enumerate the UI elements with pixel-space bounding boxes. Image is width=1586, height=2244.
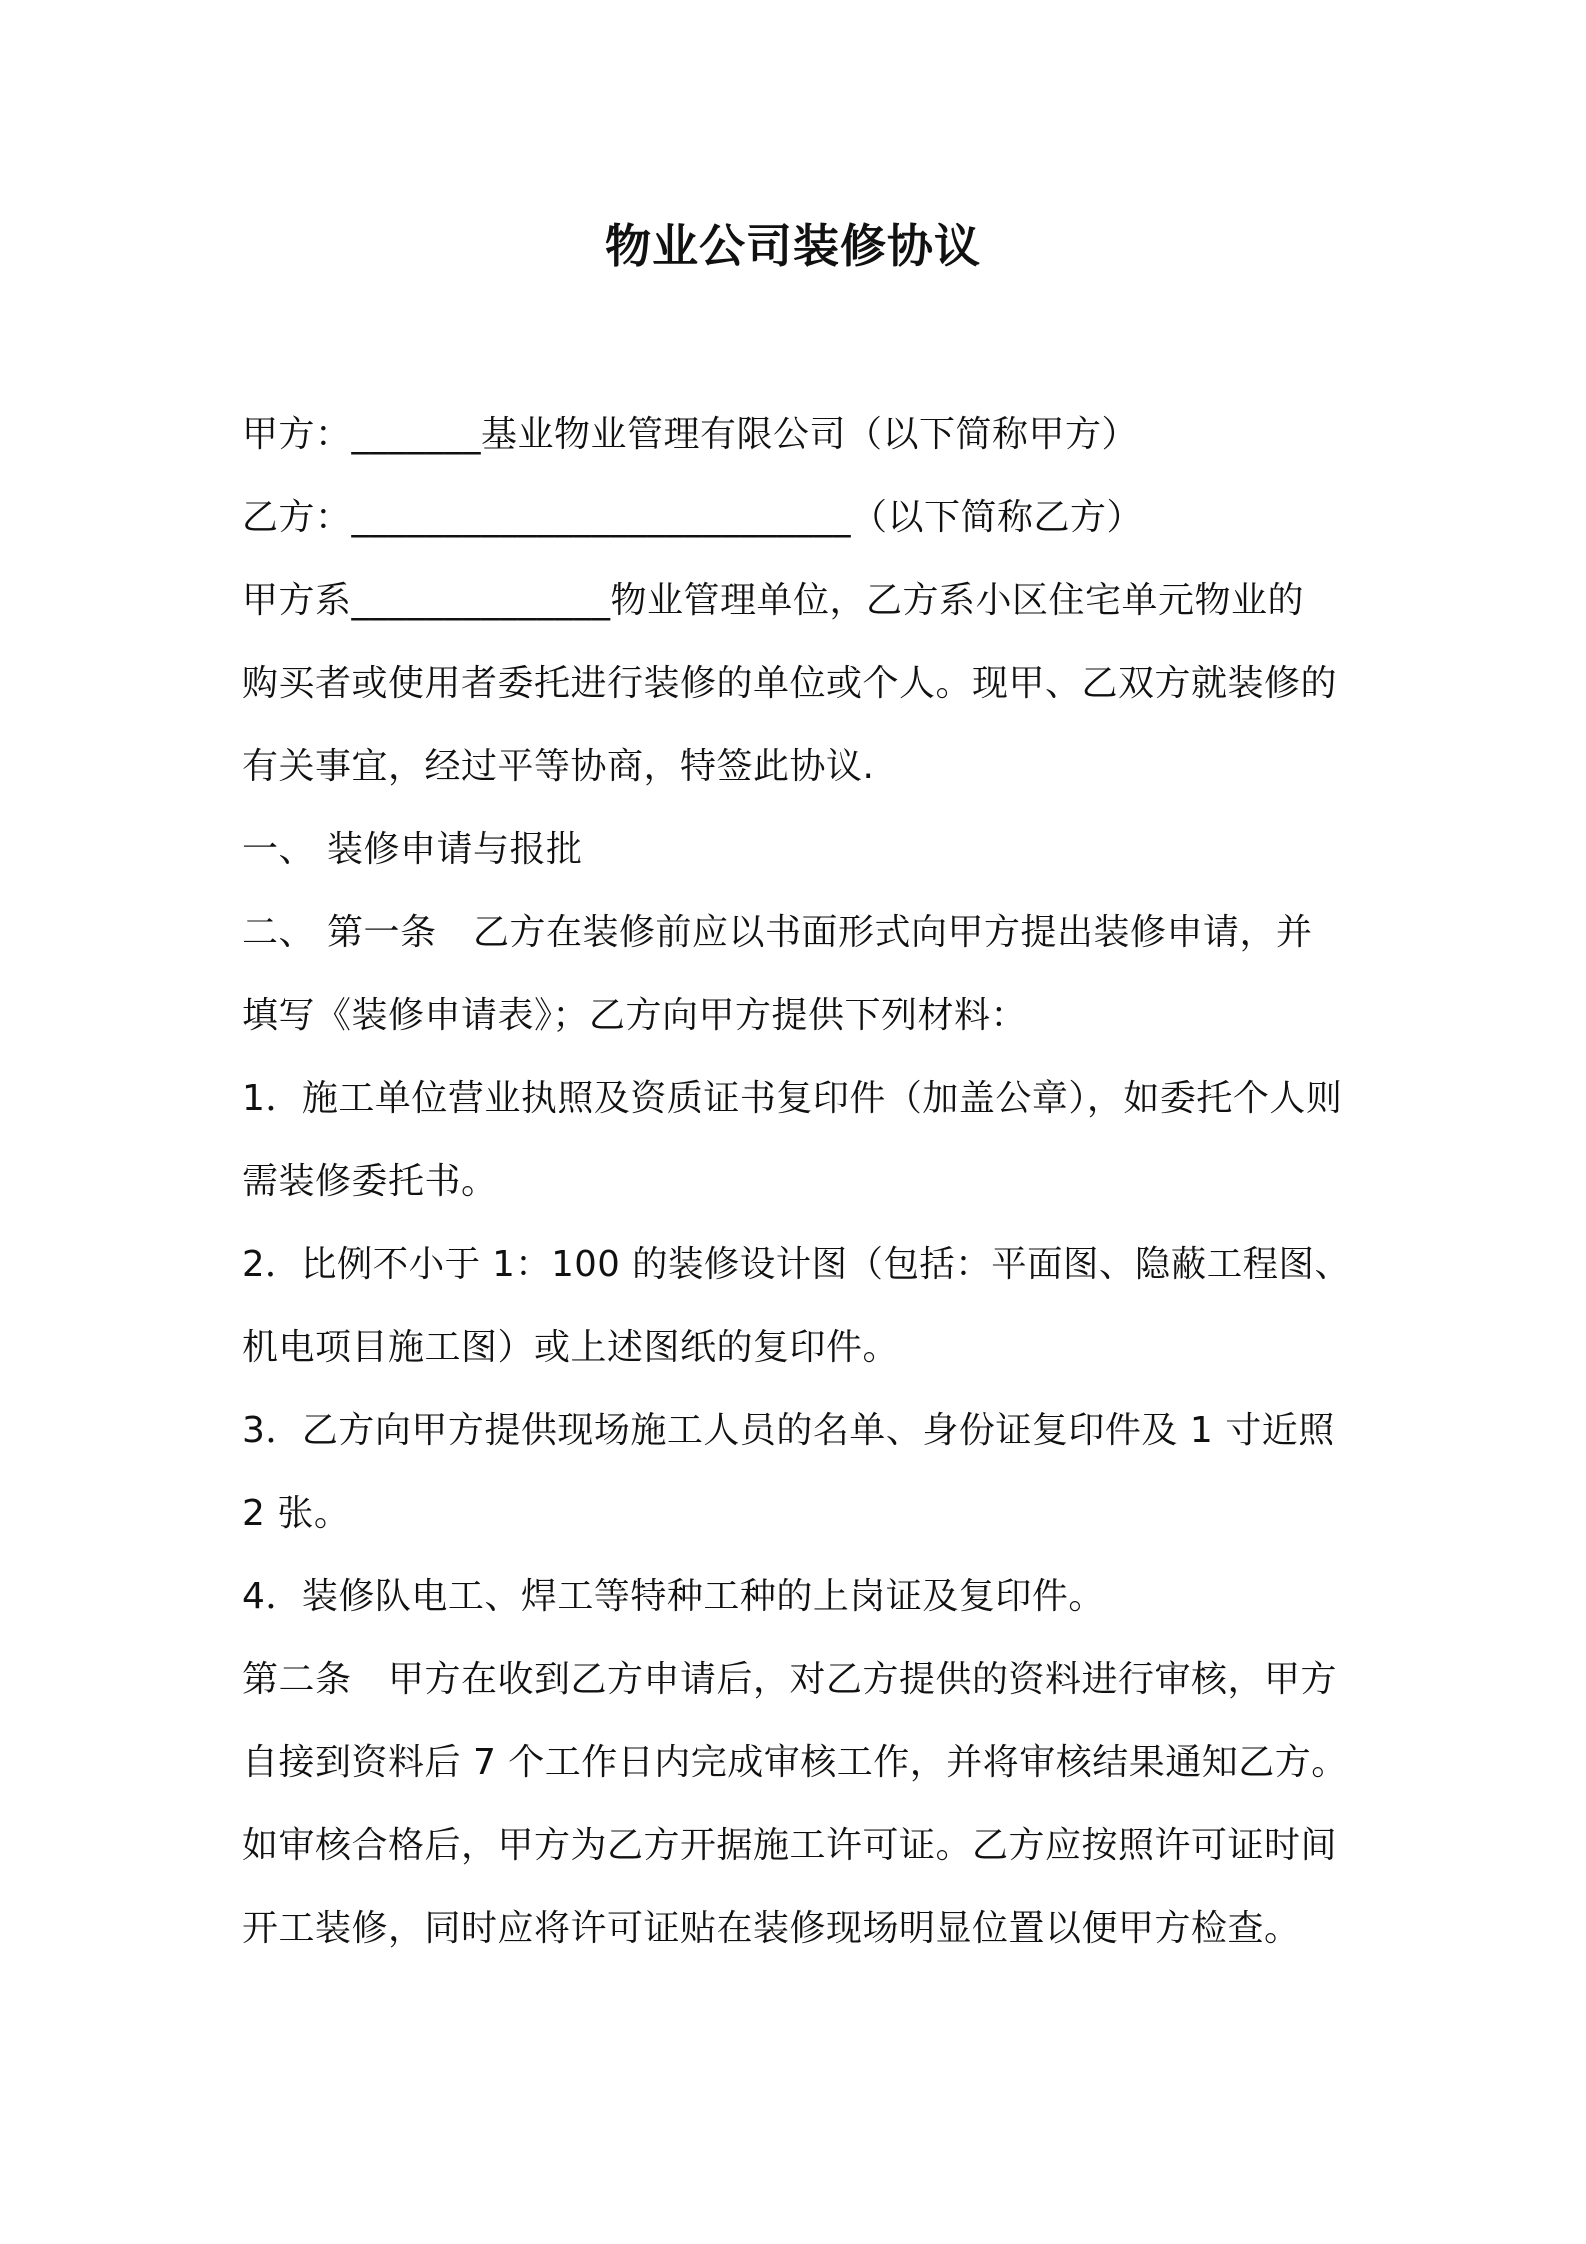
paragraph-line: 有关事宜，经过平等协商，特签此协议.	[242, 746, 875, 787]
party-b-line: 乙方：___________________________（以下简称乙方）	[242, 497, 1144, 538]
list-item-line: 2 张。	[242, 1493, 351, 1534]
list-item-line: 3．乙方向甲方提供现场施工人员的名单、身份证复印件及 1 寸近照	[242, 1410, 1335, 1451]
list-item-line: 1．施工单位营业执照及资质证书复印件（加盖公章），如委托个人则	[242, 1078, 1343, 1119]
list-item-line: 4．装修队电工、焊工等特种工种的上岗证及复印件。	[242, 1576, 1105, 1617]
document-title: 物业公司装修协议	[605, 219, 981, 273]
list-item-line: 机电项目施工图）或上述图纸的复印件。	[242, 1327, 900, 1368]
article-line: 第二条 甲方在收到乙方申请后，对乙方提供的资料进行审核，甲方	[242, 1659, 1338, 1700]
paragraph-line: 购买者或使用者委托进行装修的单位或个人。现甲、乙双方就装修的	[242, 663, 1338, 704]
section-heading: 一、 装修申请与报批	[242, 829, 583, 870]
article-line: 如审核合格后，甲方为乙方开据施工许可证。乙方应按照许可证时间	[242, 1825, 1338, 1866]
party-a-line: 甲方：_______基业物业管理有限公司（以下简称甲方）	[242, 414, 1139, 455]
list-item-line: 需装修委托书。	[242, 1161, 498, 1202]
article-line: 填写《装修申请表》；乙方向甲方提供下列材料：	[242, 995, 1028, 1036]
list-item-line: 2．比例不小于 1：100 的装修设计图（包括：平面图、隐蔽工程图、	[242, 1244, 1351, 1285]
paragraph-line: 甲方系______________物业管理单位，乙方系小区住宅单元物业的	[242, 580, 1305, 621]
article-line: 开工装修，同时应将许可证贴在装修现场明显位置以便甲方检查。	[242, 1908, 1301, 1949]
article-line: 自接到资料后 7 个工作日内完成审核工作，并将审核结果通知乙方。	[242, 1742, 1348, 1783]
article-line: 二、 第一条 乙方在装修前应以书面形式向甲方提出装修申请，并	[242, 912, 1313, 953]
